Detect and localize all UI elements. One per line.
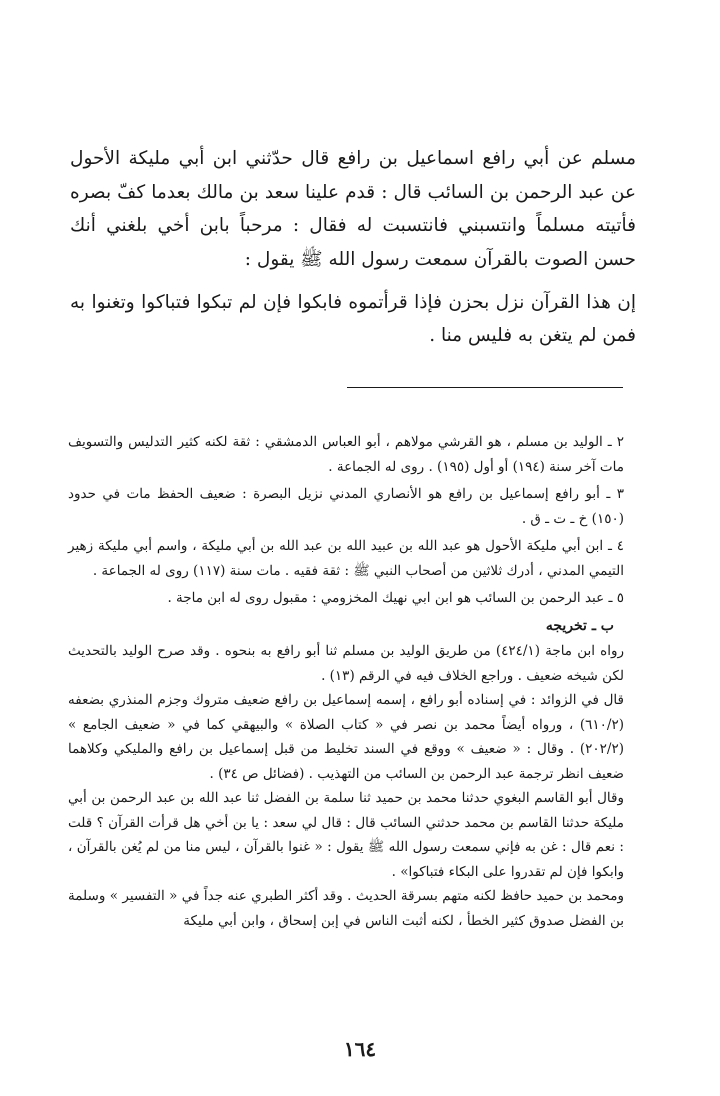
takhrij-paragraph: وقال أبو القاسم البغوي حدثنا محمد بن حميد ثنا سلمة بن الفضل ثنا عبد الله بن عبد الرحمن بن أبي مليكة حدثنا القاسم بن محمد حدثني السائب قال : قال لي سعد : يا بن أخي هل قرأت القرآن ؟ قلت : نعم قال : غن به فإني سمعت رسول الله ﷺ يقول : « غنوا بالقرآن ، ليس منا من لم يُغن بالقرآن ، وابكوا فإن لم تقدروا على البكاء فتباكوا» . — [68, 790, 624, 880]
takhrij-paragraph: قال في الزوائد : في إسناده أبو رافع ، إسمه إسماعيل بن رافع ضعيف متروك وجزم المنذري بضعفه (٦١٠/٢) ، ورواه أيضاً محمد بن نصر في « كتاب الصلاة » والبيهقي كما في « ضعيف الجامع » (٢٠٢/٢) . وقال : « ضعيف » ووقع في السند تخليط من قبل إسماعيل بن رافع والمليكي وكلاهما ضعيف انظر ترجمة عبد الرحمن بن السائب من التهذيب . (فضائل ص ٣٤) . — [68, 692, 624, 782]
footnotes-section — [68, 430, 624, 933]
section-heading: ب ـ تخريجه — [545, 617, 614, 634]
takhrij-paragraph: ومحمد بن حميد حافظ لكنه متهم بسرقة الحديث . وقد أكثر الطبري عنه جداً في « التفسير » وسلمة بن الفضل صدوق كثير الخطأ ، لكنه أثبت الناس في إبن إسحاق ، وابن أبي مليكة — [68, 888, 624, 929]
footnote: ٢ ـ الوليد بن مسلم ، هو القرشي مولاهم ، أبو العباس الدمشقي : ثقة لكنه كثير التدليس والتسويف مات آخر سنة (١٩٤) أو أول (١٩٥) . روى له الجماعة . — [68, 434, 624, 475]
footnote: ٥ ـ عبد الرحمن بن السائب هو ابن ابي نهيك المخزومي : مقبول روى له ابن ماجة . — [167, 590, 624, 606]
main-text — [70, 142, 636, 352]
page-number: ١٦٤ — [343, 1037, 377, 1061]
footnote: ٤ ـ ابن أبي مليكة الأحول هو عبد الله بن عبيد الله بن عبد الله بن أبي مليكة ، واسم أبي مليكة زهير التيمي المدني ، أدرك ثلاثين من أصحاب النبي ﷺ : ثقة فقيه . مات سنة (١١٧) روى له الجماعة . — [68, 538, 624, 579]
footnote-divider — [347, 387, 623, 388]
hadith-text: إن هذا القرآن نزل بحزن فإذا قرأتموه فابكوا فإن لم تبكوا فتباكوا وتغنوا به فمن لم يتغن به فليس منا . — [70, 292, 636, 346]
main-paragraph: مسلم عن أبي رافع اسماعيل بن رافع قال حدّثني ابن أبي مليكة الأحول عن عبد الرحمن بن السائب قال : قدم علينا سعد بن مالك بعدما كفّ بصره فأتيته مسلماً وانتسبني فانتسبت له فقال : مرحباً بابن أخي بلغني أنك حسن الصوت بالقرآن سمعت رسول الله ﷺ يقول : — [70, 148, 636, 270]
takhrij-paragraph: رواه ابن ماجة (٤٢٤/١) من طريق الوليد بن مسلم ثنا أبو رافع به بنحوه . وقد صرح الوليد بالتحديث لكن شيخه ضعيف . وراجع الخلاف فيه في الرقم (١٣) . — [68, 643, 625, 684]
footnote: ٣ ـ أبو رافع إسماعيل بن رافع هو الأنصاري المدني نزيل البصرة : ضعيف الحفظ مات في حدود (١٥٠) خ ـ ت ـ ق . — [68, 486, 624, 527]
